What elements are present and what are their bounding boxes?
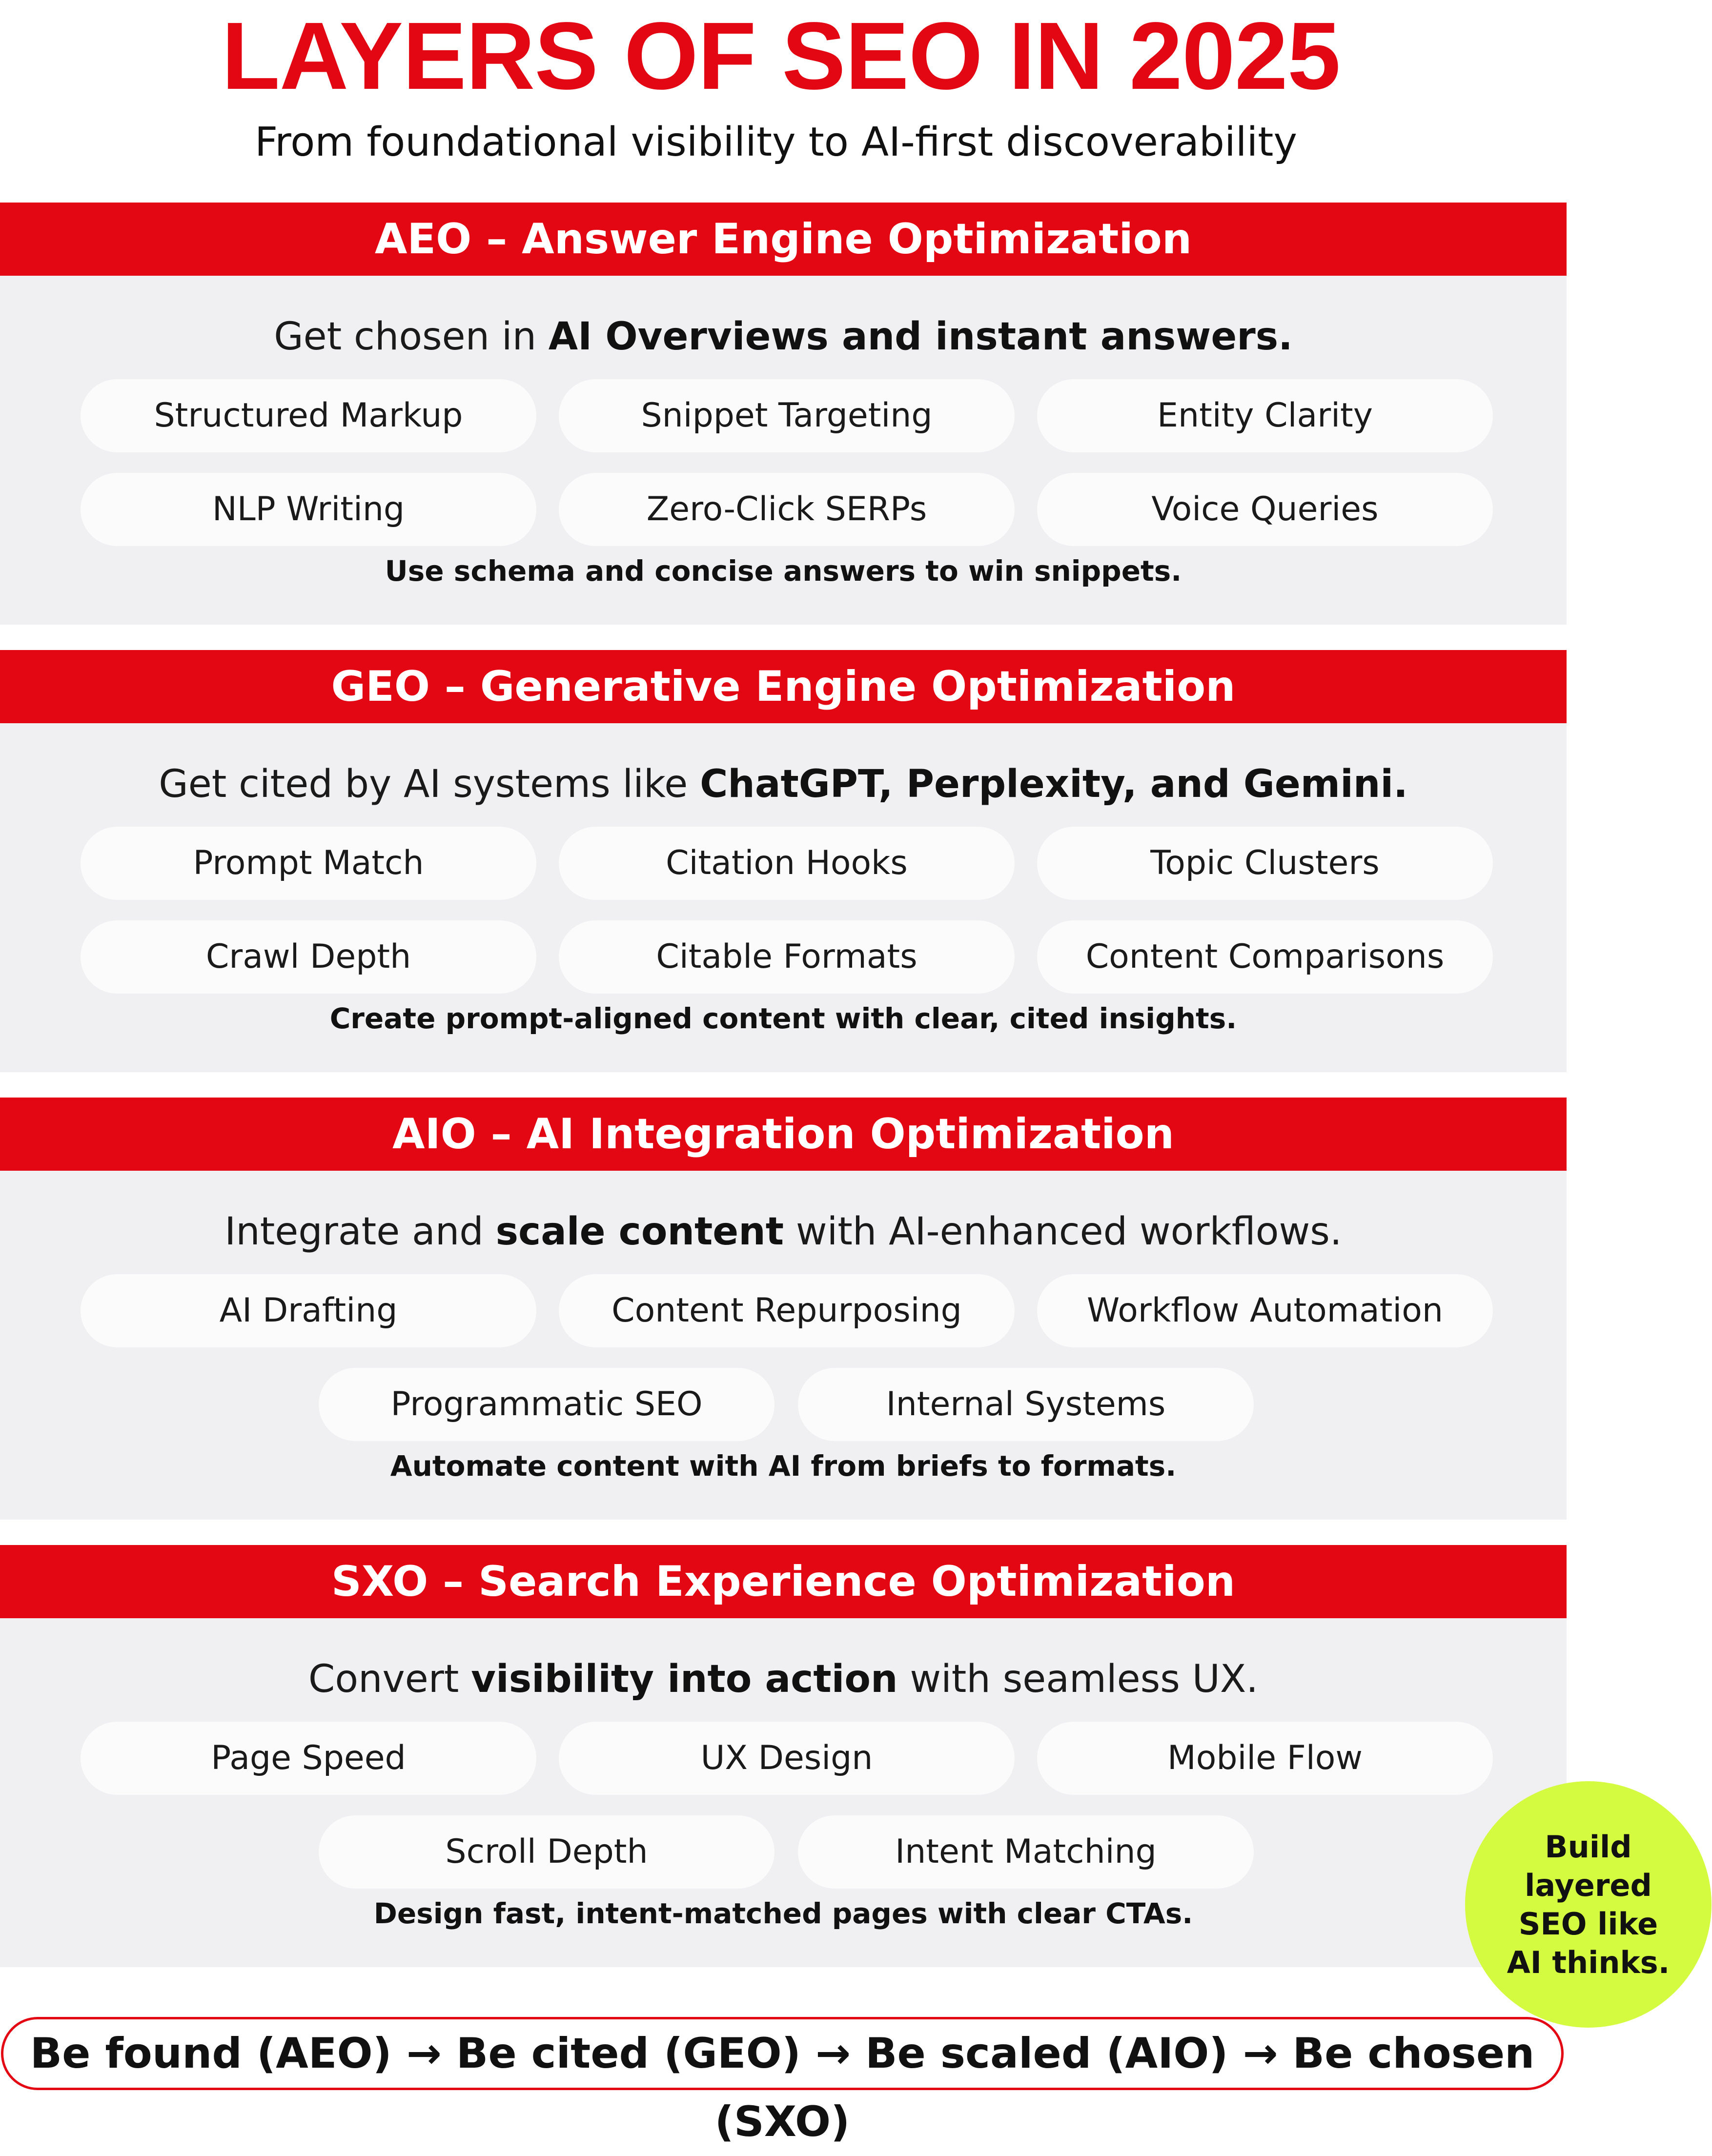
section-tagline: Get cited by AI systems like ChatGPT, Perplexity, and Gemini.: [159, 762, 1408, 806]
page-title: LAYERS OF SEO IN 2025: [222, 2, 1340, 109]
pill-crawl-depth: Crawl Depth: [81, 920, 536, 994]
section-body: [0, 1618, 1567, 1967]
callout-badge-text: Build layered SEO like AI thinks.: [1507, 1829, 1670, 1980]
pill-page-speed: Page Speed: [81, 1722, 536, 1795]
callout-badge: [1465, 1781, 1712, 2028]
section-header: SXO – Search Experience Optimization: [0, 1545, 1567, 1618]
pill-snippet-targeting: Snippet Targeting: [559, 379, 1015, 452]
section-tagline: Convert visibility into action with seamless UX.: [308, 1657, 1259, 1701]
section-note: Automate content with AI from briefs to formats.: [390, 1449, 1177, 1483]
section-body: [0, 1171, 1567, 1520]
section-tagline: Integrate and scale content with AI-enhanced workflows.: [224, 1210, 1342, 1254]
section-header: AIO – AI Integration Optimization: [0, 1098, 1567, 1171]
pill-content-repurposing: Content Repurposing: [559, 1274, 1015, 1347]
section-tagline: Get chosen in AI Overviews and instant answers.: [274, 315, 1293, 359]
pill-ai-drafting: AI Drafting: [81, 1274, 536, 1347]
section-body: [0, 723, 1567, 1072]
pill-nlp-writing: NLP Writing: [81, 473, 536, 546]
pill-citation-hooks: Citation Hooks: [559, 827, 1015, 900]
pill-entity-clarity: Entity Clarity: [1037, 379, 1493, 452]
pill-prompt-match: Prompt Match: [81, 827, 536, 900]
summary-banner: Be found (AEO) → Be cited (GEO) → Be scaled (AIO) → Be chosen (SXO): [1, 2017, 1564, 2090]
pill-citable-formats: Citable Formats: [559, 920, 1015, 994]
pill-structured-markup: Structured Markup: [81, 379, 536, 452]
pill-programmatic-seo: Programmatic SEO: [319, 1368, 774, 1441]
pill-zero-click-serps: Zero-Click SERPs: [559, 473, 1015, 546]
section-note: Create prompt-aligned content with clear, cited insights.: [329, 1002, 1237, 1035]
pill-content-comparisons: Content Comparisons: [1037, 920, 1493, 994]
section-body: [0, 276, 1567, 625]
pill-topic-clusters: Topic Clusters: [1037, 827, 1493, 900]
section-note: Design fast, intent-matched pages with clear CTAs.: [373, 1897, 1193, 1930]
section-header: GEO – Generative Engine Optimization: [0, 650, 1567, 723]
pill-intent-matching: Intent Matching: [798, 1815, 1254, 1889]
pill-voice-queries: Voice Queries: [1037, 473, 1493, 546]
pill-ux-design: UX Design: [559, 1722, 1015, 1795]
page-subtitle: From foundational visibility to AI-first discoverability: [254, 119, 1297, 165]
section-header: AEO – Answer Engine Optimization: [0, 203, 1567, 276]
pill-mobile-flow: Mobile Flow: [1037, 1722, 1493, 1795]
pill-scroll-depth: Scroll Depth: [319, 1815, 774, 1889]
section-note: Use schema and concise answers to win snippets.: [385, 554, 1182, 588]
pill-workflow-automation: Workflow Automation: [1037, 1274, 1493, 1347]
pill-internal-systems: Internal Systems: [798, 1368, 1254, 1441]
